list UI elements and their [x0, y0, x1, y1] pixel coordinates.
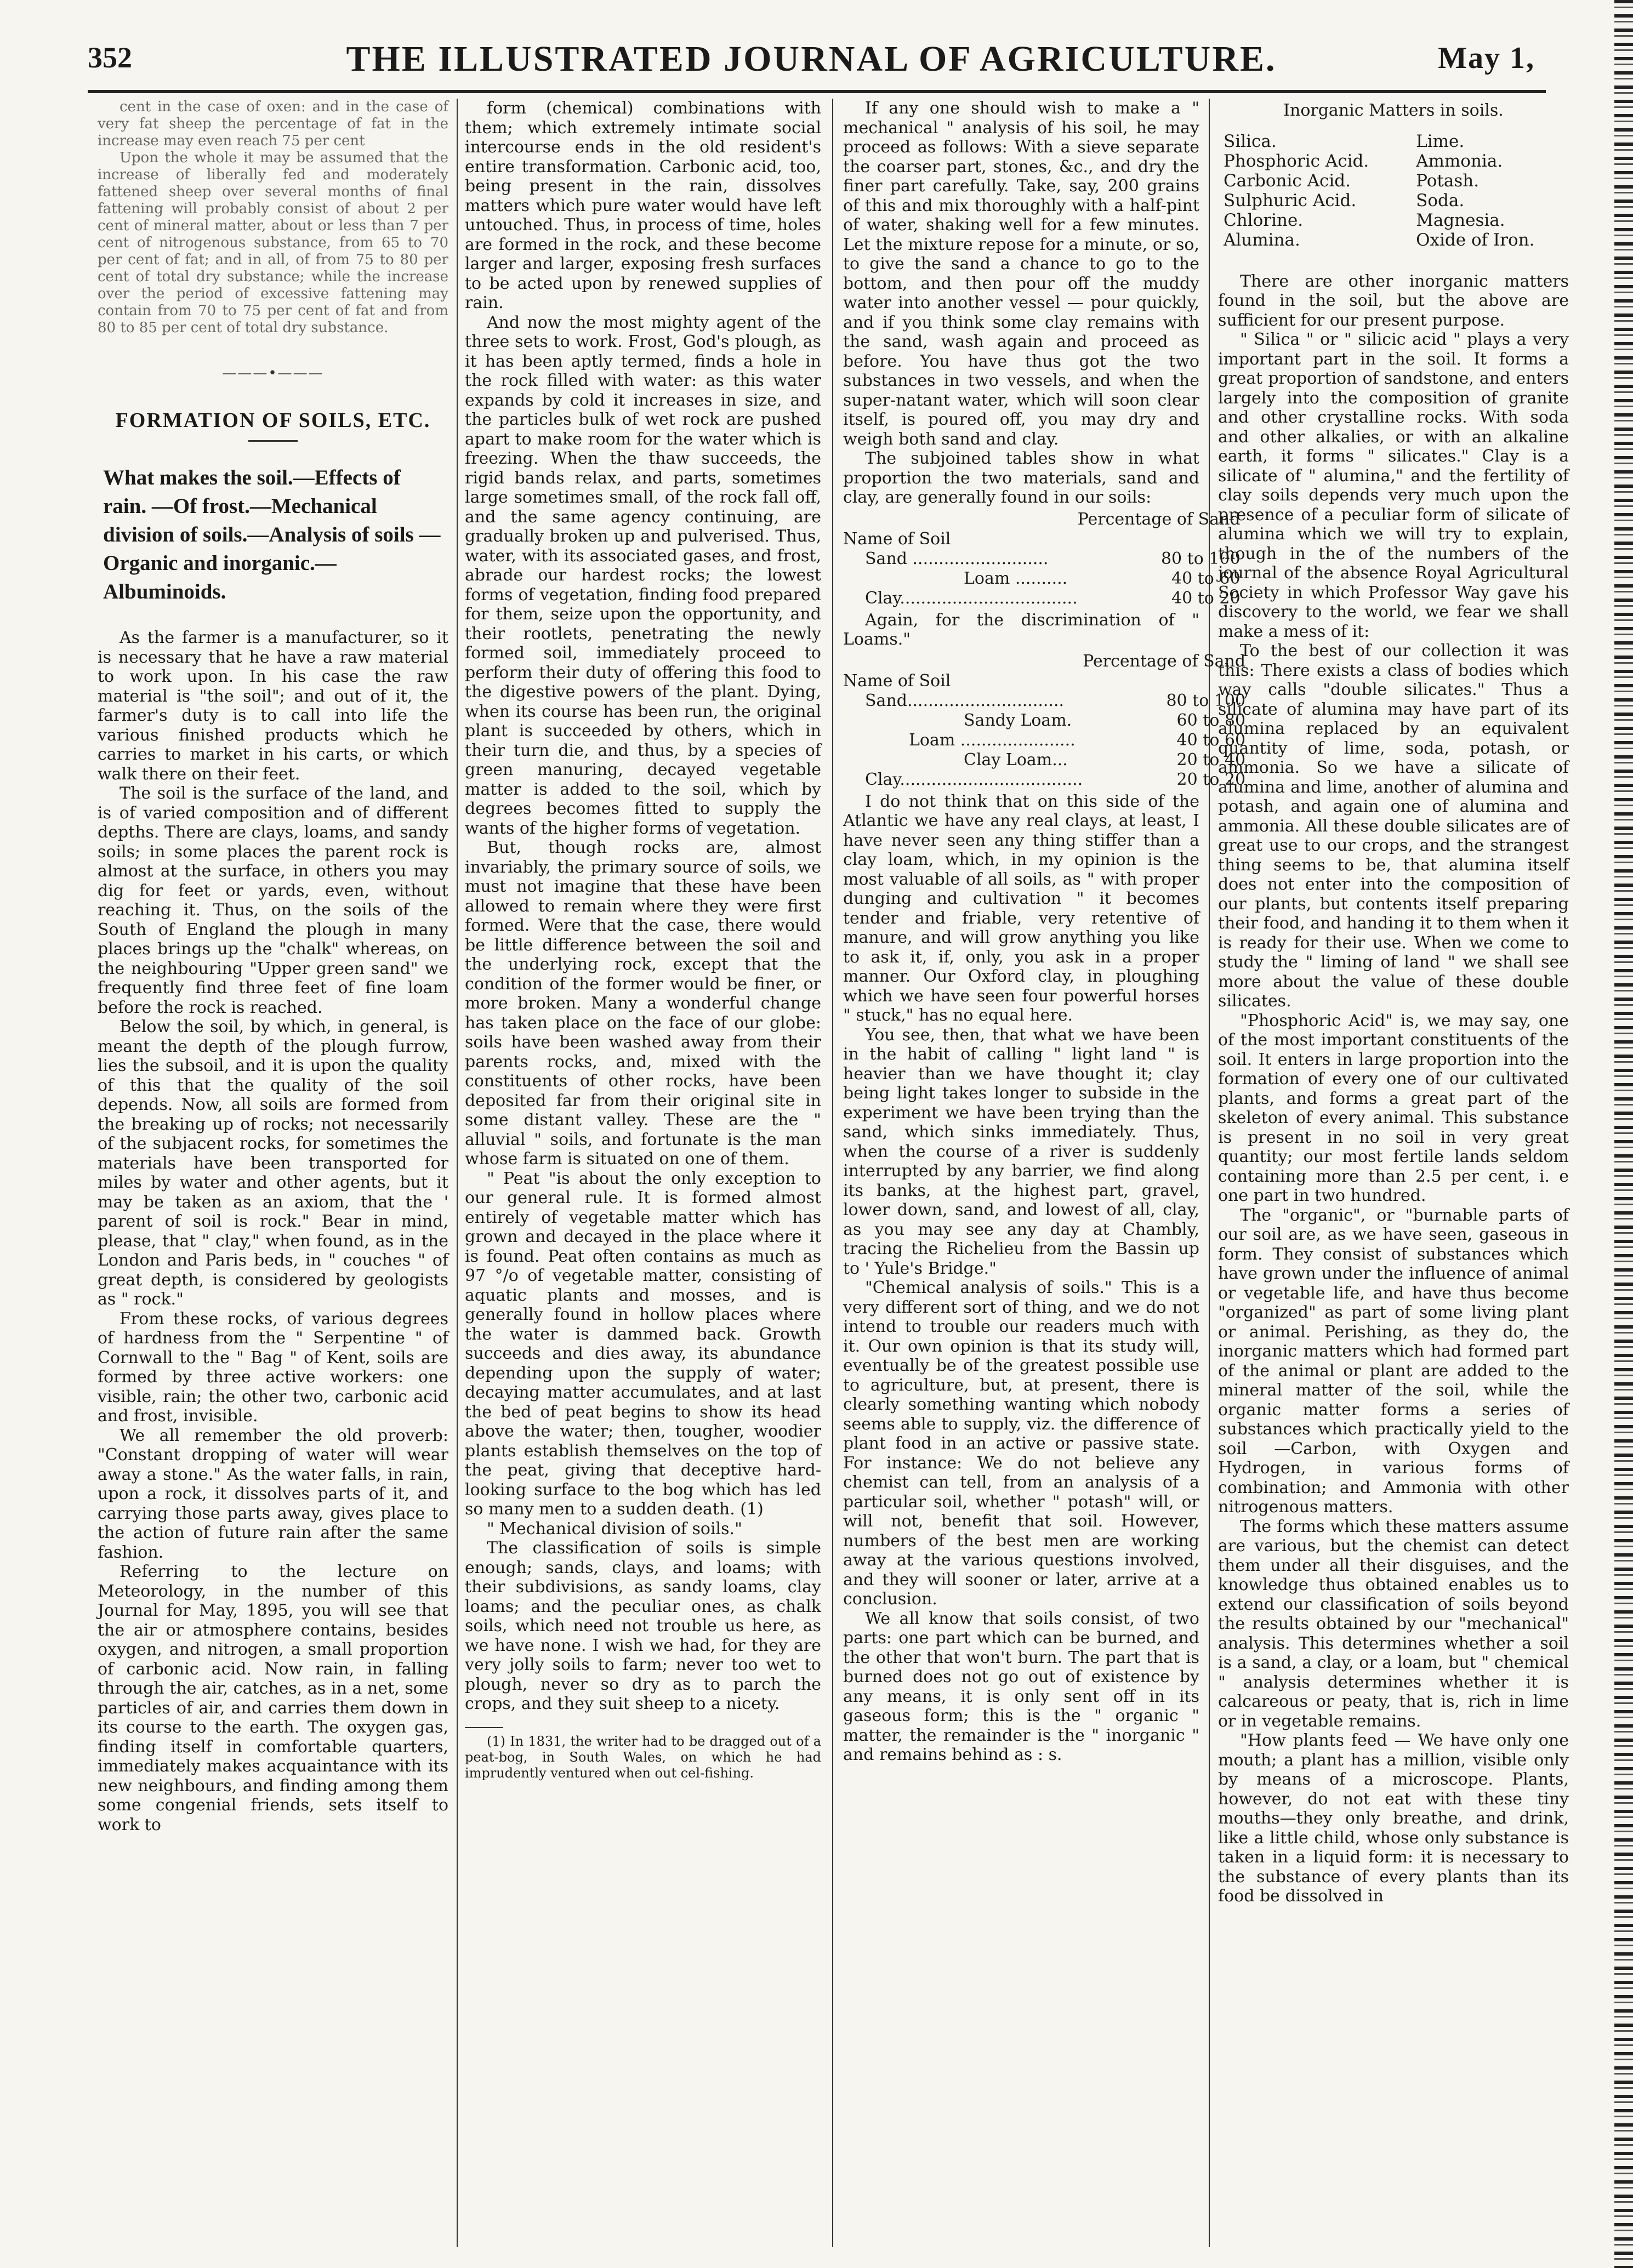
column-divider [1209, 99, 1210, 2247]
page-edge-binding [1614, 0, 1633, 2268]
table-row: Sulphuric Acid. Soda. [1224, 190, 1465, 210]
table-row: Clay................................... 20 to 20 [865, 770, 1246, 789]
header-rule [88, 90, 1546, 93]
soil-table-2 [843, 652, 1245, 790]
footnote: (1) In 1831, the writer had to be dragged out of a peat-bog, in South Wales, on which he had imprudently ventured when out cel-fishing. [465, 1733, 821, 1781]
table-row: Clay Loam... 20 to 40 [964, 750, 1246, 770]
journal-title: THE ILLUSTRATED JOURNAL OF AGRICULTURE. [346, 39, 1277, 79]
page-header [88, 35, 1535, 86]
paragraph: Referring to the lecture on Meteorology, in the number of this Journal for May, 1895, you will see that the air or atmosphere contains, besides oxygen, and nitrogen, a small proportion of carbonic acid. Now rain, in falling through the air, catches, as in a net, some particles of air, and carries them down in its course to the earth. The oxygen gas, finding itself in comfortable quarters, immediately makes acquaintance with its new neighbours, and finding among them some congenial friends, sets itself to work to [98, 1562, 448, 1834]
paragraph: cent in the case of oxen: and in the case of very fat sheep the percentage of fat in the increase may even reach 75 per cent [98, 99, 448, 149]
table-header: Name of Soil [843, 529, 951, 549]
paragraph: To the best of our collection it was this: There exists a class of bodies which way calls "double silicates." Thus a silicate of alumina may have part of its alumina replaced by an equivalent quantity of lime, soda, potash, or ammonia. So we have a silicate of alumina and lime, another of alumina and potash, and again one of alumina and ammonia. All these double silicates are of great use to our crops, and the strangest thing seems to be, that alumina itself does not enter into the composition of our plants, but contents itself preparing their food, and handing it to them when it is ready for their use. When we come to study the " liming of land " we shall see more about the value of these double silicates. [1218, 641, 1569, 1011]
paragraph: form (chemical) combinations with them; which extremely intimate social intercourse ends in the old resident's entire transformation. Carbonic acid, too, being present in the rain, dissolves matters which pure water would have left untouched. Thus, in process of time, holes are formed in the rock, and these become larger and larger, exposing fresh surfaces to be acted upon by renewed supplies of rain. [465, 99, 821, 312]
paragraph: The classification of soils is simple enough; sands, clays, and loams; with their subdivisions, as sandy loams, clay loams; and the peculiar ones, as chalk soils, which need not trouble us here, as we have none. I wish we had, for they are very jolly soils to farm; never too wet to plough, never so dry as to parch the crops, and they suit sheep to a nicety. [465, 1538, 821, 1713]
paragraph: The "organic", or "burnable parts of our soil are, as we have seen, gaseous in form. They consist of substances which have grown under the influence of animal or vegetable life, and have thus become "organized" as part of some living plant or animal. Perishing, as they do, the inorganic matters which had formed part of the animal or plant are added to the mineral matter of the soil, while the organic matter forms a series of substances which practically yield to the soil —Carbon, with Oxygen and Hydrogen, in various forms of combination; and Ammonia with other nitrogenous matters. [1218, 1205, 1569, 1517]
column-4 [1218, 99, 1569, 1906]
table-row: Loam ...................... 40 to 60 [909, 730, 1246, 750]
paragraph: " Peat "is about the only exception to our general rule. It is formed almost entirely of vegetable matter which has grown and decayed in the place where it is found. Peat often contains as much as 97 °/o of vegetable matter, consisting of aquatic plants and mosses, and is generally found in hollow places where the water is dammed back. Growth succeeds and dies away, its abundance depending upon the supply of water; decaying matter accumulates, and at last the bed of peat begins to show its head above the water; then, tougher, woodier plants establish themselves on the top of the peat, giving that deceptive hard-looking surface to the bog which has led so many men to a sudden death. (1) [465, 1169, 821, 1519]
table-row: Chlorine. Magnesia. [1224, 210, 1505, 230]
section-title: FORMATION OF SOILS, ETC. [115, 408, 431, 432]
section-ornament: ———•——— [222, 365, 324, 381]
table-header: Percentage of Sand [1077, 509, 1241, 529]
paragraph: I do not think that on this side of the Atlantic we have any real clays, at least, I have never seen any thing stiffer than a clay loam, which, in my opinion is the most valuable of all soils, as " with proper dunging and cultivation " it becomes tender and friable, very retentive of manure, and will grow anything you like to ask it, if, only, you ask in a proper manner. Our Oxford clay, in ploughing which we have seen four powerful horses " stuck," has no equal here. [843, 791, 1199, 1025]
paragraph: We all know that soils consist, of two parts: one part which can be burned, and the other that won't burn. The part that is burned does not go out of existence by any means, it is only sent off in its gaseous form; this is the " organic " matter, the remainder is the " inorganic " and remains behind as : s. [843, 1609, 1199, 1764]
table-row: Sand .......................... 80 to 100 [865, 549, 1241, 568]
column-3 [843, 99, 1246, 1765]
paragraph: " Silica " or " silicic acid " plays a very important part in the soil. It forms a great proportion of sandstone, and enters largely into the composition of granite and other crystalline rocks. With soda and other alkalies, or with an alkaline earth, it forms " silicates." Clay is a silicate of " alumina," and the fertility of clay soils depends very much upon the presence of a peculiar form of silicate of alumina which we will try to explain, though in the of the numbers of the journal of the absence Royal Agricultural Society in which Professor Way gave his discovery to the world, we fear we shall make a mess of it: [1218, 330, 1569, 641]
paragraph: Upon the whole it may be assumed that the increase of liberally fed and moderately fattened sheep over several months of final fattening will probably consist of about 2 per cent of mineral matter, about or less than 7 per cent of nitrogenous substance, from 65 to 70 per cent of fat; and in all, of from 75 to 80 per cent of total dry substance; while the increase over the period of excessive fattening may contain from 70 to 75 per cent of fat and from 80 to 85 per cent of total dry substance. [98, 150, 448, 336]
paragraph: "Chemical analysis of soils." This is a very different sort of thing, and we do not intend to trouble our readers much with it. Our own opinion is that its study will, eventually be of the greatest possible use to agriculture, but, at present, there is clearly something wanting which nobody seems able to supply, viz. the difference of plant food in an active or passive state. For instance: We do not believe any chemist can tell, from an analysis of a particular soil, whether " potash" will, or will not, benefit that soil. However, numbers of the best men are working away at the various questions involved, and they will sooner or later, arrive at a conclusion. [843, 1278, 1199, 1609]
paragraph: As the farmer is a manufacturer, so it is necessary that he have a raw material to work upon. In his case the raw material is "the soil"; and out of it, the farmer's duty is to call into life the various finished products which he carries to market in his carts, or which walk there on their feet. [98, 628, 448, 784]
column-2 [465, 99, 821, 1781]
column-divider [457, 99, 458, 2247]
page-number: 352 [88, 41, 132, 74]
paragraph: The subjoined tables show in what proportion the two materials, sand and clay, are generally found in our soils: [843, 449, 1199, 507]
table-header: Percentage of Sand [1083, 651, 1246, 671]
table-row: Loam .......... 40 to 60 [964, 568, 1241, 588]
paragraph: From these rocks, of various degrees of hardness from the " Serpentine " of Cornwall to the " Bag " of Kent, soils are formed by three active workers: one visible, rain; the other two, carbonic acid and frost, invisible. [98, 1309, 448, 1426]
footnote-rule [465, 1727, 503, 1728]
table-title: Inorganic Matters in soils. [1283, 101, 1504, 120]
column-1 [98, 99, 448, 1834]
column-divider [832, 99, 833, 2247]
paragraph: " Mechanical division of soils." [487, 1519, 742, 1538]
paragraph: Again, for the discrimination of " Loams." [843, 610, 1199, 649]
table-row: Carbonic Acid. Potash. [1224, 170, 1480, 191]
paragraph: Below the soil, by which, in general, is meant the depth of the plough furrow, lies the subsoil, and it is upon the quality of this that the quality of the soil depends. Now, all soils are formed from the breaking up of rocks; not necessarily of the subjacent rocks, for sometimes the materials have been transported for miles by water and other agents, but it may be taken as an axiom, that the ' parent of soil is rock." Bear in mind, please, that " clay," when found, as in the London and Paris beds, in " couches " of great depth, is considered by geologists as " rock." [98, 1017, 448, 1309]
table-row: Alumina. Oxide of Iron. [1224, 230, 1535, 250]
table-row: Clay.................................. 40 to 20 [865, 588, 1241, 608]
paragraph: We all remember the old proverb: "Constant dropping of water will wear away a stone." As the water falls, in rain, upon a rock, it dissolves parts of it, and carrying those parts away, gives place to the action of future rain after the same fashion. [98, 1426, 448, 1562]
inorganic-matters-table [1218, 132, 1569, 250]
paragraph: The forms which these matters assume are various, but the chemist can detect them under all their disguises, and the knowledge thus obtained enables us to extend our classification of soils beyond the results obtained by our "mechanical" analysis. This determines whether a soil is a sand, a clay, or a loam, but " chemical " analysis determines whether it is calcareous or peaty, that is, rich in lime or in vegetable remains. [1218, 1517, 1569, 1731]
paragraph: And now the most mighty agent of the three sets to work. Frost, God's plough, as it has been aptly termed, finds a hole in the rock filled with water: as this water expands by cold it increases in size, and the particles bulk of wet rock are pushed apart to make room for the water which is freezing. When the thaw succeeds, the rigid bands relax, and parts, sometimes large sometimes small, of the rock fall off, and the same agency continuing, are gradually broken up and pulverised. Thus, water, with its associated gases, and frost, abrade our hardest rocks; the lowest forms of vegetation, finding food prepared for them, seize upon the opportunity, and their rootlets, penetrating the newly formed soil, immediately proceed to perform their duty of offering this food to the digestive powers of the plant. Dying, when its course has been run, the original plant is succeeded by others, which in their turn die, and thus, by a species of green manuring, decayed vegetable matter is added to the soil, which by degrees becomes fitted to supply the wants of the higher forms of vegetation. [465, 312, 821, 838]
table-header: Name of Soil [843, 671, 951, 691]
table-row: Silica. Lime. [1224, 131, 1465, 151]
table-row: Sandy Loam. 60 to 80 [964, 710, 1246, 730]
paragraph: You see, then, that what we have been in the habit of calling " light land " is heavier than we have thought it; clay being light takes longer to subside in the experiment we have been trying than the sand, which sinks immediately. Thus, when the course of a river is suddenly interrupted by any barrier, we find along its banks, at the highest part, gravel, lower down, sand, and lowest of all, clay, as you may see any day at Chambly, tracing the Richelieu from the Bassin up to ' Yule's Bridge." [843, 1025, 1199, 1278]
paragraph: "How plants feed — We have only one mouth; a plant has a million, visible only by means of a microscope. Plants, however, do not eat with these tiny mouths—they only breathe, and drink, like a little child, whose only substance is taken in a liquid form: it is necessary to the substance of every plants than its food be dissolved in [1218, 1731, 1569, 1906]
article-subheading: What makes the soil.—Effects of rain. —Of frost.—Mechanical division of soils.—Analysis of soils — Organic and inorganic.—Albuminoids. [103, 466, 441, 603]
paragraph: If any one should wish to make a " mechanical " analysis of his soil, he may proceed as follows: With a sieve separate the coarser part, stones, &c., and dry the finer part carefully. Take, say, 200 grains of this and mix thoroughly with a half-pint of water, shaking well for a few minutes. Let the mixture repose for a minute, or so, to give the sand a chance to go to the bottom, and then pour off the muddy water into another vessel — pour quickly, and if you think some clay remains with the sand, wash again and proceed as before. You have thus got the two substances in two vessels, and when the super-natant water, which will soon clear itself, is poured off, you may dry and weigh both sand and clay. [843, 99, 1199, 449]
table-row: Sand.............................. 80 to 100 [865, 691, 1246, 710]
table-row: Phosphoric Acid. Ammonia. [1224, 151, 1503, 171]
paragraph: There are other inorganic matters found in the soil, but the above are sufficient for our present purpose. [1218, 271, 1569, 330]
soil-table-1 [843, 510, 1241, 608]
paragraph: But, though rocks are, almost invariably, the primary source of soils, we must not imagine that these have been allowed to remain where they were first formed. Were that the case, there would be little difference between the soil and the underlying rock, except that the condition of the former would be finer, or more broken. Many a wonderful change has taken place on the face of our globe: soils have been washed away from their parents rocks, and, mixed with the constituents of other rocks, have been deposited far from their original site in some distant valley. These are the " alluvial " soils, and fortunate is the man whose farm is situated on one of them. [465, 838, 821, 1169]
divider [248, 440, 298, 442]
paragraph: "Phosphoric Acid" is, we may say, one of the most important constituents of the soil. It enters in large proportion into the formation of every one of our cultivated plants, and forms a great part of the skeleton of every animal. This substance is present in no soil in very great quantity; our most fertile lands seldom containing more than 2.5 per cent, i. e one part in two hundred. [1218, 1011, 1569, 1205]
issue-date: May 1, [1438, 41, 1535, 75]
paragraph: The soil is the surface of the land, and is of varied composition and of different depths. There are clays, loams, and sandy soils; in some places the parent rock is almost at the surface, in others you may dig for feet or yards, even, without reaching it. Thus, on the soils of the South of England the plough in many places brings up the "chalk" whereas, on the neighbouring "Upper green sand" we frequently find three feet of fine loam before the rock is reached. [98, 784, 448, 1017]
